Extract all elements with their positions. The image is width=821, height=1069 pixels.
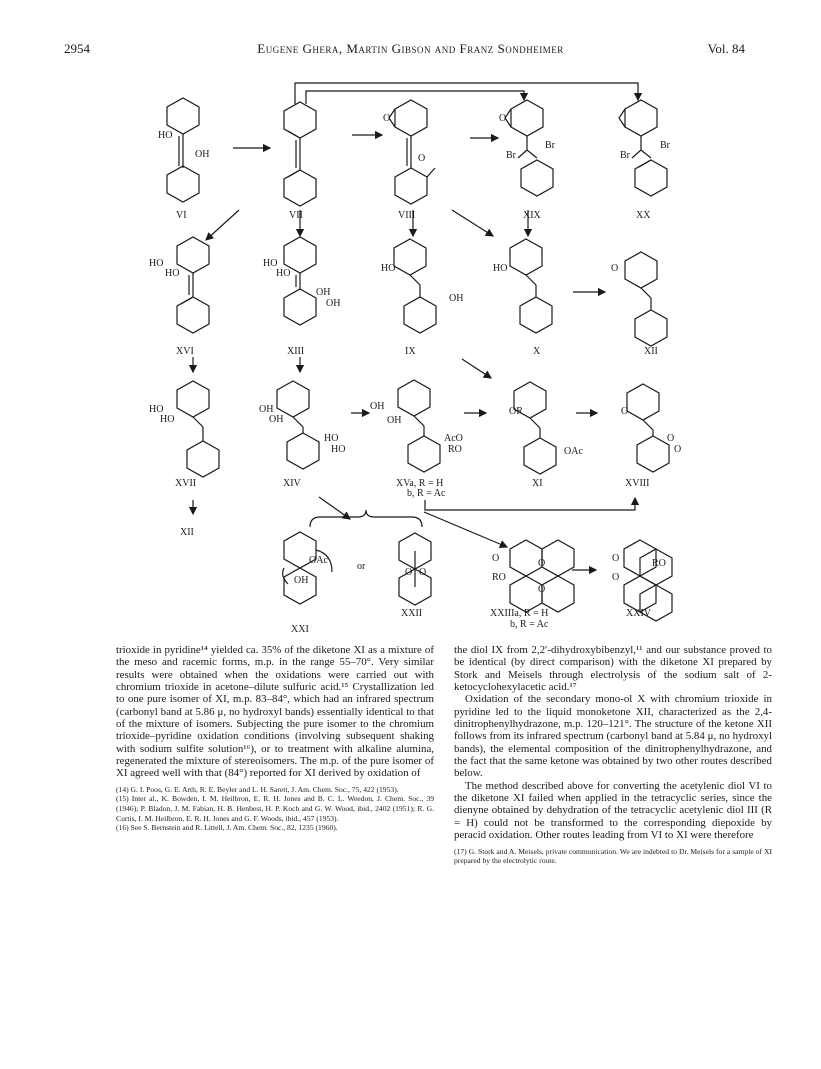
scheme-sub: Br [620, 150, 630, 161]
reaction-scheme [0, 60, 821, 642]
scheme-sub: O [612, 553, 620, 564]
scheme-sub: O [405, 567, 413, 578]
volume-label: Vol. 84 [707, 41, 745, 56]
compound-label: XII [180, 527, 194, 538]
compound-label: VII [289, 210, 303, 221]
scheme-sub: O [499, 113, 507, 124]
scheme-sub: O [383, 113, 391, 124]
body-paragraph: the diol IX from 2,2′-dihydroxybibenzyl,¹¹ and our substance proved to be identical (by direct comparison) with the diketone XI prepared by Stork and Meisels through electrolysis of the sodium salt of 2-ketocyclohexylacetic acid.¹⁷ [454, 644, 772, 694]
scheme-sub: OR [509, 406, 523, 417]
scheme-sub: Br [545, 140, 555, 151]
compound-label: XVI [176, 346, 194, 357]
scheme-sub: OH [449, 293, 464, 304]
left-text-column [116, 644, 434, 833]
scheme-sub: OH [294, 575, 309, 586]
compound-label: X [533, 346, 541, 357]
scheme-sub: OH [269, 414, 284, 425]
footnote: (14) G. I. Poos, G. E. Arth, R. E. Beyler and L. H. Sarett, J. Am. Chem. Soc., 75, 422 (1953). [116, 784, 399, 794]
compound-label: XXIV [626, 608, 651, 619]
scheme-sub: RO [652, 558, 666, 569]
compound-label: b, R = Ac [407, 488, 446, 499]
scheme-sub: HO [493, 263, 508, 274]
footnote: (17) G. Stork and A. Meisels, private communication. We are indebted to Dr. Meisels for a sample of XI prepared by the electrolytic route. [454, 846, 772, 866]
compound-label: XXII [401, 608, 423, 619]
page-number: 2954 [64, 41, 90, 56]
compound-label: IX [405, 346, 416, 357]
scheme-sub: AcO [444, 433, 463, 444]
compound-label: VIII [398, 210, 416, 221]
compound-label: XIII [287, 346, 305, 357]
scheme-sub: HO [331, 444, 346, 455]
compound-label: or [357, 561, 366, 572]
scheme-sub: OH [326, 298, 341, 309]
scheme-sub: HO [165, 268, 180, 279]
scheme-sub: OH [370, 401, 385, 412]
scheme-sub: HO [263, 258, 278, 269]
scheme-sub: O [612, 572, 620, 583]
ring-vi-top [167, 98, 199, 134]
scheme-sub: O [538, 558, 546, 569]
scheme-sub: O [611, 263, 619, 274]
compound-label: XVII [175, 478, 197, 489]
compound-label: XIV [283, 478, 301, 489]
scheme-sub: O [667, 433, 675, 444]
compound-label: XIX [523, 210, 541, 221]
compound-label: XVa, R = H [396, 478, 444, 489]
scheme-sub: O [492, 553, 500, 564]
compound-label: XI [532, 478, 543, 489]
running-head-authors: Eugene Ghera, Martin Gibson and Franz Sondheimer [257, 41, 564, 56]
scheme-sub: Br [660, 140, 670, 151]
scheme-sub: HO [149, 258, 164, 269]
scheme-sub: OH [195, 149, 210, 160]
compound-label: b, R = Ac [510, 619, 549, 630]
ring-vi-bottom [167, 166, 199, 202]
scheme-sub: HO [160, 414, 175, 425]
body-paragraph: The method described above for converting the acetylenic diol VI to the diketone XI failed when applied in the tetracyclic series, since the dienyne obtained by dehydration of the tetracyclic acetylenic diol III (R = H) could not be transformed to the corresponding diepoxide by peracid oxidation. Other routes leading from VI to XI were therefore [454, 779, 772, 842]
scheme-sub: OH [387, 415, 402, 426]
ring-xx-bottom [635, 160, 667, 196]
right-text-column [454, 644, 772, 866]
body-paragraph: Oxidation of the secondary mono-ol X with chromium trioxide in pyridine led to the liquid monoketone XII, characterized as the 2,4-dinitrophenylhydrazone, m.p. 120–121°. The structure of the ketone XII follows from its infrared spectrum (carbonyl band at 5.84 μ, no hydroxyl bands), the elemental composition of the dinitrophenylhydrazone, and the fact that the same ketone was obtained by two other routes described below. [454, 693, 772, 780]
scheme-sub: OH [316, 287, 331, 298]
scheme-sub: HO [324, 433, 339, 444]
scheme-sub: HO [381, 263, 396, 274]
scheme-sub: OAc [309, 555, 328, 566]
compound-label: VI [176, 210, 187, 221]
footnote: (16) See S. Bernstein and R. Littell, J. Am. Chem. Soc., 82, 1235 (1960). [116, 823, 338, 833]
scheme-sub: HO [149, 404, 164, 415]
compound-label: XX [636, 210, 651, 221]
compound-label: XVIII [625, 478, 650, 489]
body-paragraph: trioxide in pyridine¹⁴ yielded ca. 35% of the diketone XI as a mixture of the meso and racemic forms, m.p. in the range 55–70°. Very similar results were obtained when the oxidations were carried out with chromium trioxide in acetone–dilute sulfuric acid.¹⁵ Crystallization led to one pure isomer of XI, m.p. 83–84°, which had an infrared spectrum (carbonyl band at 5.86 μ, no hydroxyl bands) essentially identical to that of the mixture of isomers. Subjecting the pure isomer to the chromium trioxide–pyridine oxidation conditions (involving subsequent shaking with sodium sulfite solution¹⁶), or to treatment with alkaline alumina, regenerated the mixture of stereoisomers. The m.p. of the pure isomer of XI agreed well with that (84°) reported for XI derived by oxidation of [116, 644, 434, 780]
scheme-sub: O [419, 567, 427, 578]
scheme-sub: Br [506, 150, 516, 161]
ring-viii-top [395, 100, 427, 136]
scheme-sub: HO [158, 130, 173, 141]
ring-vii-top [284, 102, 316, 138]
footnote: (15) Inter al., K. Bowden, I. M. Heilbron, E. R. H. Jones and B. C. L. Weedon, J. Chem. Soc., 39 (1946); P. Bladon, J. M. Fabian, H. B. Henbest, H. P. Koch and G. W. Wood, ibid., 2402 (1951); R. G. Curtis, I. M. Heilbron, E. R. H. Jones and G. F. Woods, ibid., 457 (1953). [116, 794, 434, 823]
ring-xix-top [511, 100, 543, 136]
ring-vii-bottom [284, 170, 316, 206]
compound-label: XXI [291, 624, 309, 635]
scheme-sub: HO [276, 268, 291, 279]
ring-xx-top [625, 100, 657, 136]
scheme-sub: O [538, 584, 546, 595]
scheme-sub: OAc [564, 446, 583, 457]
scheme-sub: O [674, 444, 682, 455]
scheme-sub: OH [259, 404, 274, 415]
ring-viii-bottom [395, 168, 427, 204]
compound-label: XII [644, 346, 658, 357]
ring-xix-bottom [521, 160, 553, 196]
scheme-sub: O [621, 406, 629, 417]
compound-label: XXIIIa, R = H [490, 608, 549, 619]
scheme-sub: O [418, 153, 426, 164]
scheme-sub: RO [492, 572, 506, 583]
scheme-sub: RO [448, 444, 462, 455]
